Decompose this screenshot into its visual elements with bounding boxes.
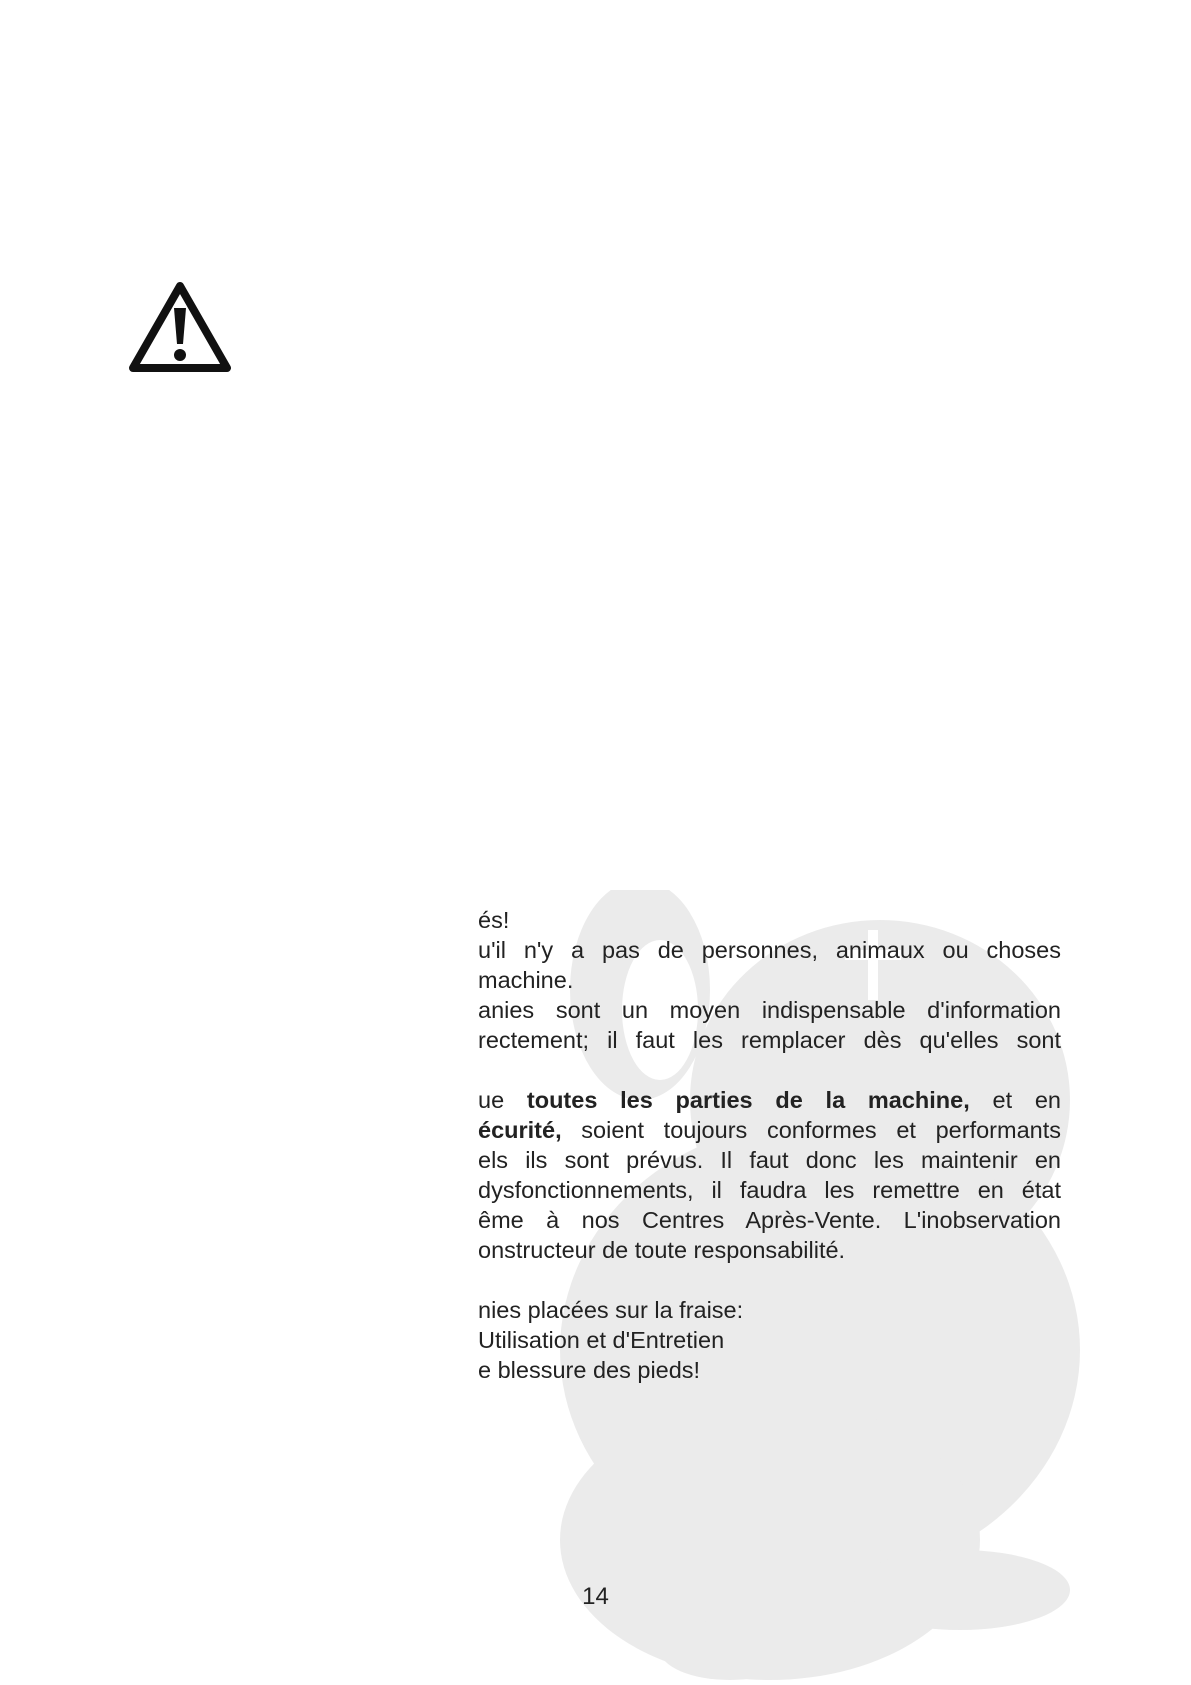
text-line: e blessure des pieds! — [478, 1357, 701, 1383]
text-line: és! — [478, 907, 510, 933]
text-line: rectement; il faut les remplacer dès qu'elles sont — [478, 1027, 1061, 1053]
text-line: Utilisation et d'Entretien — [478, 1327, 725, 1353]
text-line: onstructeur de toute responsabilité. — [478, 1237, 846, 1263]
text-line — [478, 1115, 1061, 1145]
text-line: els ils sont prévus. Il faut donc les maintenir en — [478, 1147, 1061, 1173]
bold-text-segment: écurité, — [478, 1117, 562, 1143]
text-segment: ue — [478, 1087, 527, 1113]
text-segment: et en — [969, 1087, 1061, 1113]
text-line: anies sont un moyen indispensable d'information — [478, 997, 1061, 1023]
text-line — [478, 1085, 1061, 1115]
text-line: nies placées sur la fraise: — [478, 1297, 744, 1323]
text-line: u'il n'y a pas de personnes, animaux ou choses — [478, 937, 1061, 963]
text-line: machine. — [478, 967, 574, 993]
text-line: ême à nos Centres Après-Vente. L'inobservation — [478, 1207, 1061, 1233]
text-line: dysfonctionnements, il faudra les remettre en état — [478, 1177, 1061, 1203]
warning-triangle-icon — [128, 280, 232, 374]
safety-instructions-text — [478, 905, 1061, 1385]
page-number: 14 — [582, 1583, 609, 1610]
text-segment: soient toujours conformes et performants — [561, 1117, 1061, 1143]
bold-text-segment: toutes les parties de la machine, — [526, 1087, 970, 1113]
